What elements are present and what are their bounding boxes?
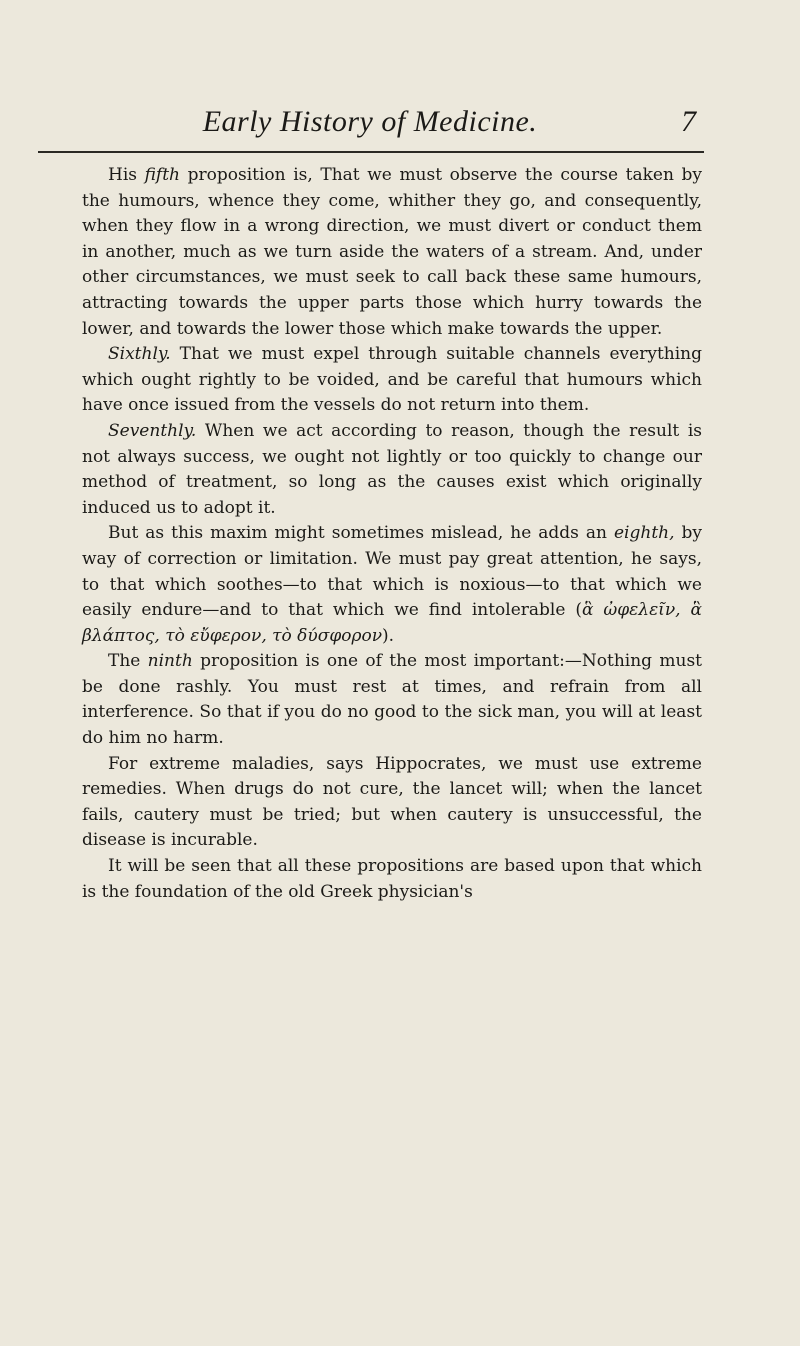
paragraph-lead: His [108, 165, 145, 185]
paragraph-seventhly [82, 419, 702, 521]
running-title: Early History of Medicine. [202, 105, 538, 138]
paragraph-ninth-proposition [82, 649, 702, 751]
paragraph-text: proposition is one of the most important:—Nothing must be done rashly. You must rest at times, and refrain from all interference. So that if you do no good to the sick man, you will at least do him no harm. [82, 651, 702, 749]
paragraph-text: When we act according to reason, though the result is not always success, we ought not lightly or too quickly to change our method of treatment, so long as the causes exist which originally induced us to adopt it. [82, 420, 702, 518]
paragraph-conclusion [82, 854, 702, 905]
paragraph-lead: But as this maxim might sometimes mislead, he adds an [108, 523, 614, 544]
italic-ordinal: ninth [147, 651, 193, 672]
paragraph-fifth-proposition [82, 163, 702, 342]
greek-phrase: ἃ ὠφελεῖν, ἃ βλάπτος, τὸ εὔφερον, τὸ δύσφορον [82, 600, 702, 646]
italic-ordinal: Sixthly. [108, 344, 171, 365]
paragraph-text: It will be seen that all these propositions are based upon that which is the foundation of the old Greek physician's [82, 856, 702, 902]
paragraph-text: For extreme maladies, says Hippocrates, we must use extreme remedies. When drugs do not cure, the lancet will; when the lancet fails, cautery must be tried; but when cautery is unsuccessful, the disease is incurable. [82, 753, 702, 851]
paragraph-eighth-proposition [82, 521, 702, 649]
paragraph-text: proposition is, That we must observe the course taken by the humours, whence they come, whither they go, and consequently, when they flow in a wrong direction, we must divert or conduct them in another, much as we turn aside the waters of a stream. And, under other circumstances, we must seek to call back these same humours, attracting towards the upper parts those which hurry towards the lower, and towards the lower those which make towards the upper. [82, 165, 702, 339]
page-header [36, 102, 704, 144]
body-text [82, 163, 702, 905]
paragraph-text: by way of correction or limitation. We must pay great attention, he says, to that which soothes—to that which is noxious—to that which we easily endure—and to that which we find intolerable ( [82, 523, 703, 621]
paragraph-extreme-remedies [82, 752, 702, 854]
paragraph-lead: The [108, 651, 148, 672]
italic-ordinal: Seventhly. [108, 420, 197, 441]
paragraph-tail: ). [382, 625, 395, 646]
italic-ordinal: fifth [144, 165, 181, 185]
italic-ordinal: eighth, [614, 523, 675, 544]
page-number: 7 [681, 105, 696, 138]
paragraph-text: That we must expel through suitable channels everything which ought rightly to be voided, and be careful that humours which have once issued from the vessels do not return into them. [82, 344, 702, 416]
header-rule [38, 151, 704, 153]
paragraph-sixthly [82, 342, 702, 419]
